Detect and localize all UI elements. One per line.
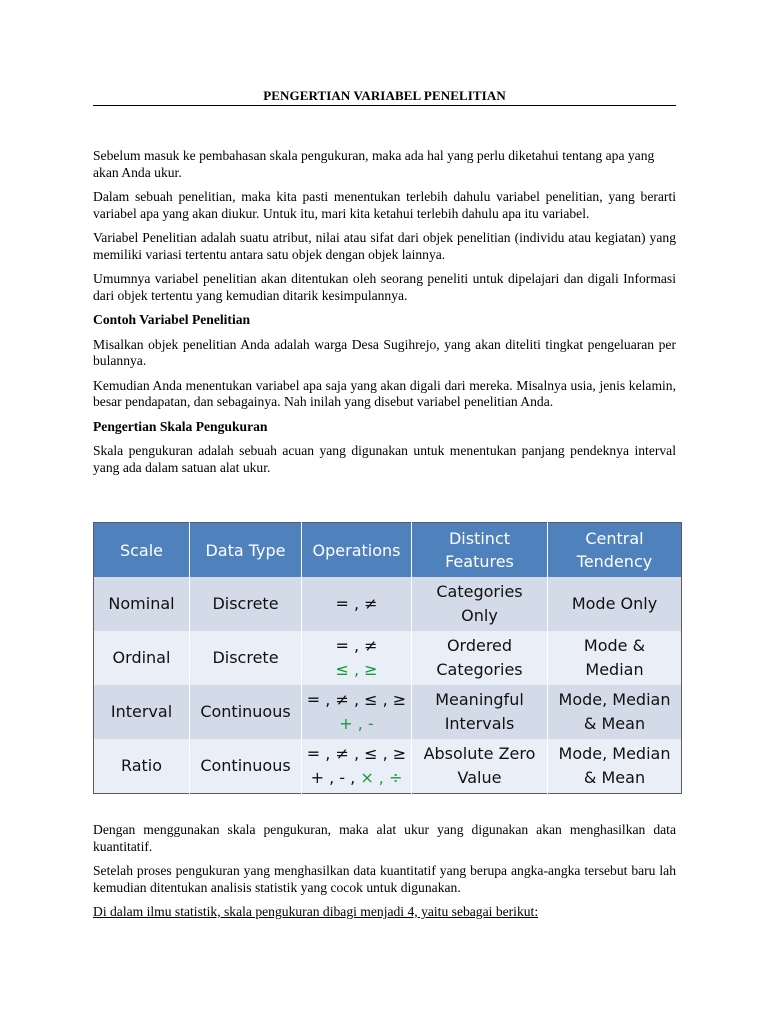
cell-tendency bbox=[548, 631, 682, 685]
header-central-line2: Tendency bbox=[576, 552, 653, 571]
cell-scale: Ratio bbox=[94, 739, 190, 794]
cell-operations-line2: + , - bbox=[339, 714, 374, 733]
cell-features-line2: Only bbox=[461, 606, 498, 625]
paragraph-3: Variabel Penelitian adalah suatu atribut, nilai atau sifat dari objek penelitian (individu atau kegiatan) yang memiliki variasi tertentu antara satu objek dengan objek lainnya. bbox=[93, 230, 676, 262]
header-distinct-line1: Distinct bbox=[448, 529, 511, 548]
measurement-scale-table bbox=[93, 522, 682, 794]
table-row bbox=[94, 577, 682, 631]
header-central-tendency bbox=[548, 523, 682, 578]
header-distinct-line2: Features bbox=[445, 552, 514, 571]
cell-operations: = , ≠ bbox=[302, 577, 412, 631]
cell-operations-line1: = , ≠ bbox=[335, 636, 378, 655]
table-header-row bbox=[94, 523, 682, 578]
paragraph-4: Umumnya variabel penelitian akan ditentukan oleh seorang peneliti untuk dipelajari dan digali Informasi dari objek tertentu yang kemudian ditarik kesimpulannya. bbox=[93, 271, 676, 303]
cell-data-type: Discrete bbox=[190, 631, 302, 685]
cell-scale: Nominal bbox=[94, 577, 190, 631]
cell-tendency-line1: Mode, Median bbox=[558, 744, 671, 763]
cell-features bbox=[412, 685, 548, 739]
cell-features-line2: Intervals bbox=[444, 714, 515, 733]
cell-features-line1: Absolute Zero bbox=[423, 744, 536, 763]
page-title: PENGERTIAN VARIABEL PENELITIAN bbox=[263, 88, 506, 103]
header-central-line1: Central bbox=[585, 529, 644, 548]
cell-operations-line1: = , ≠ , ≤ , ≥ bbox=[306, 690, 407, 709]
table-row bbox=[94, 739, 682, 794]
cell-features-line2: Categories bbox=[436, 660, 523, 679]
header-scale: Scale bbox=[94, 523, 190, 578]
cell-tendency bbox=[548, 739, 682, 794]
cell-features-line2: Value bbox=[457, 768, 502, 787]
table-row bbox=[94, 631, 682, 685]
cell-operations bbox=[302, 739, 412, 794]
cell-tendency: Mode Only bbox=[548, 577, 682, 631]
paragraph-5: Misalkan objek penelitian Anda adalah warga Desa Sugihrejo, yang akan diteliti tingkat pengeluaran per bulannya. bbox=[93, 336, 676, 368]
header-data-type: Data Type bbox=[190, 523, 302, 578]
heading-contoh: Contoh Variabel Penelitian bbox=[93, 312, 251, 327]
cell-tendency-line1: Mode & bbox=[583, 636, 646, 655]
cell-tendency-line2: & Mean bbox=[583, 714, 646, 733]
paragraph-8: Dengan menggunakan skala pengukuran, maka alat ukur yang digunakan akan menghasilkan data kuantitatif. bbox=[93, 822, 676, 854]
cell-operations bbox=[302, 631, 412, 685]
cell-scale: Ordinal bbox=[94, 631, 190, 685]
cell-features bbox=[412, 577, 548, 631]
cell-features bbox=[412, 631, 548, 685]
cell-data-type: Discrete bbox=[190, 577, 302, 631]
cell-tendency-line2: Median bbox=[585, 660, 644, 679]
cell-operations-line2a: + , - , bbox=[310, 768, 356, 787]
paragraph-6: Kemudian Anda menentukan variabel apa saja yang akan digali dari mereka. Misalnya usia, jenis kelamin, besar pendapatan, dan sebagainya. Nah inilah yang disebut variabel penelitian Anda. bbox=[93, 377, 676, 409]
paragraph-2: Dalam sebuah penelitian, maka kita pasti menentukan terlebih dahulu variabel penelitian, yang berarti variabel apa yang akan diukur. Untuk itu, mari kita ketahui terlebih dahulu apa itu variabel. bbox=[93, 189, 676, 221]
header-distinct-features bbox=[412, 523, 548, 578]
cell-features-line1: Ordered bbox=[446, 636, 513, 655]
cell-tendency-line2: & Mean bbox=[583, 768, 646, 787]
cell-data-type: Continuous bbox=[190, 685, 302, 739]
body-text bbox=[93, 148, 676, 484]
paragraph-1: Sebelum masuk ke pembahasan skala pengukuran, maka ada hal yang perlu diketahui tentang apa yang akan Anda ukur. bbox=[93, 148, 655, 180]
cell-operations-line2: ≤ , ≥ bbox=[335, 660, 378, 679]
cell-tendency-line1: Mode, Median bbox=[558, 690, 671, 709]
cell-operations bbox=[302, 685, 412, 739]
cell-tendency bbox=[548, 685, 682, 739]
table-row bbox=[94, 685, 682, 739]
paragraph-10: Di dalam ilmu statistik, skala pengukuran dibagi menjadi 4, yaitu sebagai berikut: bbox=[93, 904, 539, 919]
cell-features-line1: Categories bbox=[436, 582, 523, 601]
cell-operations-line2b: × , ÷ bbox=[360, 768, 403, 787]
header-operations: Operations bbox=[302, 523, 412, 578]
cell-data-type: Continuous bbox=[190, 739, 302, 794]
paragraph-7: Skala pengukuran adalah sebuah acuan yang digunakan untuk menentukan panjang pendeknya interval yang ada dalam satuan alat ukur. bbox=[93, 443, 676, 475]
cell-features-line1: Meaningful bbox=[435, 690, 524, 709]
cell-operations-line1: = , ≠ , ≤ , ≥ bbox=[306, 744, 407, 763]
cell-features bbox=[412, 739, 548, 794]
cell-scale: Interval bbox=[94, 685, 190, 739]
body-text-after-table bbox=[93, 822, 676, 929]
heading-skala: Pengertian Skala Pengukuran bbox=[93, 418, 268, 434]
title-rule bbox=[93, 105, 676, 106]
paragraph-9: Setelah proses pengukuran yang menghasilkan data kuantitatif yang berupa angka-angka tersebut baru lah kemudian ditentukan analisis statistik yang cocok untuk digunakan. bbox=[93, 863, 676, 895]
